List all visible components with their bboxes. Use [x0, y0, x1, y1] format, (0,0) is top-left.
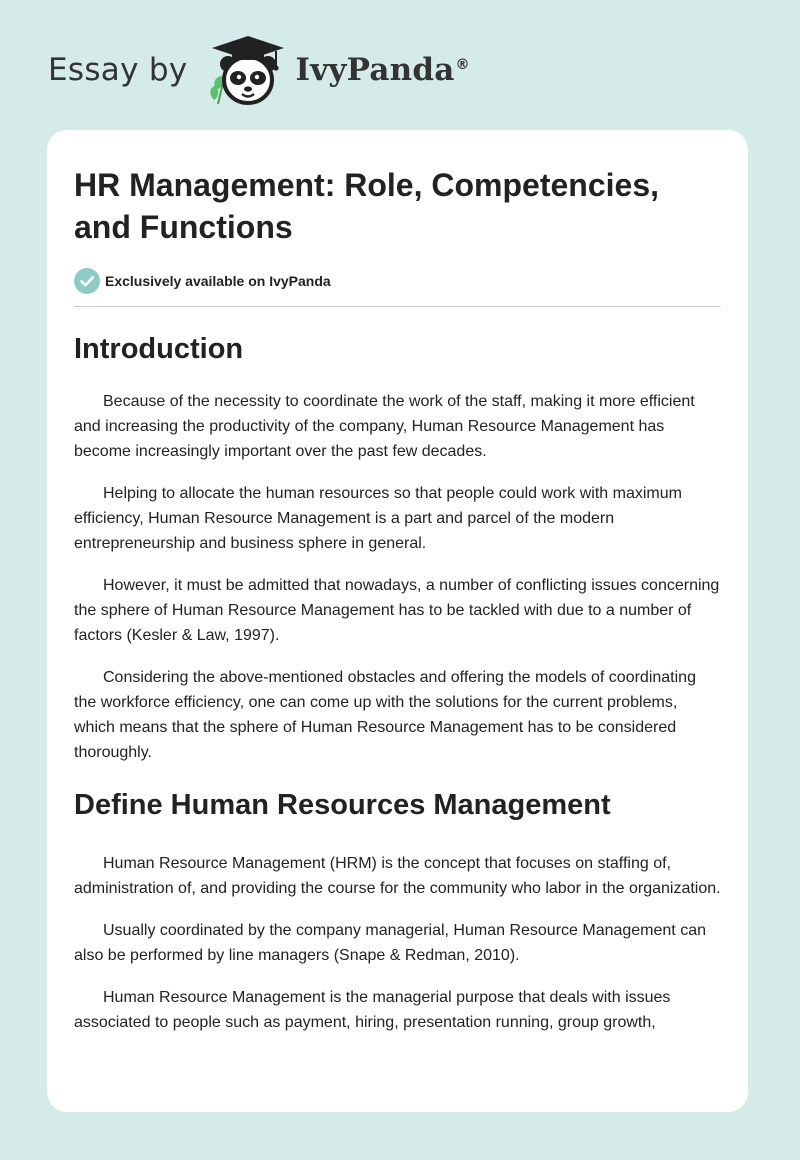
- logo-brand: [296, 52, 470, 88]
- page-title: HR Management: Role, Competencies, and Functions: [74, 167, 659, 245]
- paragraph: However, it must be admitted that nowadays, a number of conflicting issues concerning the sphere of Human Resource Management has to be tackled with due to a number of factors (Kesler & Law, 1997).: [74, 577, 720, 644]
- exclusive-badge: [74, 268, 721, 294]
- paragraph: Considering the above-mentioned obstacles and offering the models of coordinating the workforce efficiency, one can come up with the solutions for the current problems, which means that the sphere of Human Resource Management has to be considered thoroughly.: [74, 669, 696, 761]
- paragraph: Usually coordinated by the company managerial, Human Resource Management can also be performed by line managers (Snape & Redman, 2010).: [74, 922, 706, 964]
- check-circle-icon: [74, 268, 100, 294]
- article-card: [47, 130, 748, 1112]
- logo-brand-text: IvyPanda: [295, 52, 455, 88]
- divider: [74, 306, 721, 307]
- paragraph: Because of the necessity to coordinate the work of the staff, making it more efficient and increasing the productivity of the company, Human Resource Management has become increasingly important over the past few decades.: [74, 393, 695, 460]
- paragraph: Human Resource Management (HRM) is the concept that focuses on staffing of, administration of, and providing the course for the community who labor in the organization.: [74, 855, 721, 897]
- exclusive-badge-label: Exclusively available on IvyPanda: [105, 273, 331, 289]
- section-heading-introduction: Introduction: [74, 333, 244, 365]
- site-logo[interactable]: [48, 30, 470, 110]
- registered-mark: ®: [455, 56, 470, 73]
- panda-graduation-cap-icon: [202, 30, 290, 110]
- paragraph: Helping to allocate the human resources so that people could work with maximum efficiency, Human Resource Management is a part and parcel of the modern entrepreneurship and business sphere in general.: [74, 485, 682, 552]
- logo-prefix: Essay by: [48, 52, 188, 88]
- section-heading-define-hrm: Define Human Resources Management: [74, 789, 611, 821]
- paragraph: Human Resource Management is the managerial purpose that deals with issues associated to people such as payment, hiring, presentation running, group growth,: [74, 989, 671, 1031]
